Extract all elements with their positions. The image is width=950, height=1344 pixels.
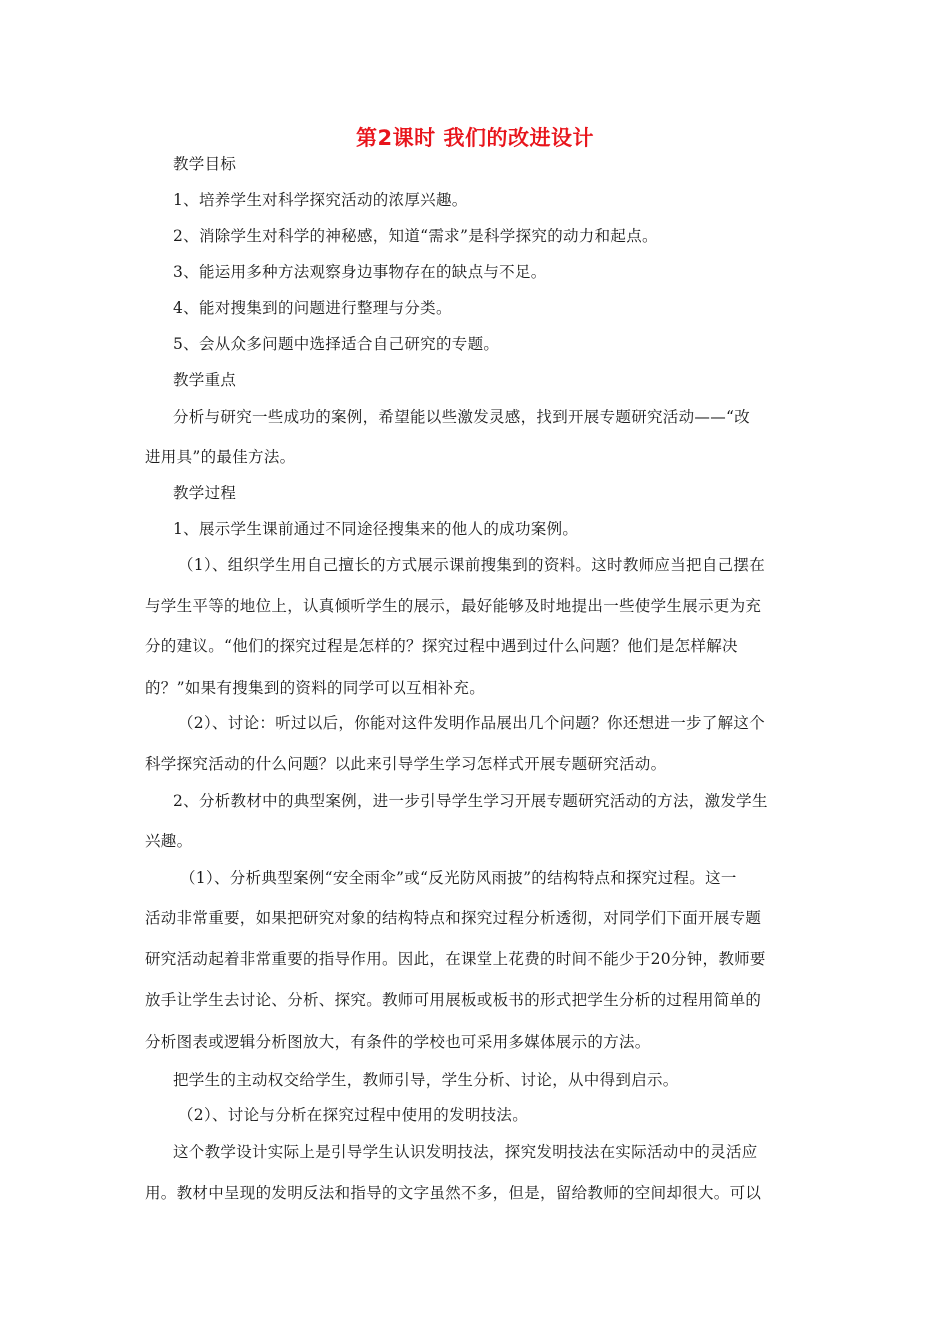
heading-key-points: 教学重点	[173, 371, 237, 389]
paragraph-line: （2）、讨论：听过以后，你能对这件发明作品展出几个问题？你还想进一步了解这个	[178, 714, 766, 732]
paragraph-line: 兴趣。	[145, 832, 193, 850]
heading-objectives: 教学目标	[173, 155, 237, 173]
page-title: 第2课时 我们的改进设计	[356, 126, 594, 150]
heading-process: 教学过程	[173, 484, 237, 502]
paragraph-line: （1）、组织学生用自己擅长的方式展示课前搜集到的资料。这时教师应当把自己摆在	[178, 556, 766, 574]
paragraph-line: 5、会从众多问题中选择适合自己研究的专题。	[173, 335, 500, 353]
paragraph-line: 活动非常重要，如果把研究对象的结构特点和探究过程分析透彻，对同学们下面开展专题	[145, 909, 762, 927]
paragraph-line: 分析与研究一些成功的案例，希望能以些激发灵感，找到开展专题研究活动——“改	[173, 408, 751, 426]
paragraph-line: 放手让学生去讨论、分析、探究。教师可用展板或板书的形式把学生分析的过程用简单的	[145, 991, 762, 1009]
paragraph-line: 的？”如果有搜集到的资料的同学可以互相补充。	[145, 679, 486, 697]
paragraph-line: 1、培养学生对科学探究活动的浓厚兴趣。	[173, 191, 468, 209]
paragraph-line: 用。教材中呈现的发明反法和指导的文字虽然不多，但是，留给教师的空间却很大。可以	[145, 1184, 762, 1202]
paragraph-line: 3、能运用多种方法观察身边事物存在的缺点与不足。	[173, 263, 547, 281]
paragraph-line: 研究活动起着非常重要的指导作用。因此，在课堂上花费的时间不能少于20分钟，教师要	[145, 950, 766, 968]
paragraph-line: 这个教学设计实际上是引导学生认识发明技法，探究发明技法在实际活动中的灵活应	[173, 1143, 758, 1161]
paragraph-line: 把学生的主动权交给学生，教师引导，学生分析、讨论，从中得到启示。	[173, 1071, 679, 1089]
paragraph-line: 分的建议。“他们的探究过程是怎样的？探究过程中遇到过什么问题？他们是怎样解决	[145, 637, 738, 655]
paragraph-line: 科学探究活动的什么问题？以此来引导学生学习怎样式开展专题研究活动。	[145, 755, 667, 773]
paragraph-line: （1）、分析典型案例“安全雨伞”或“反光防风雨披”的结构特点和探究过程。这一	[180, 869, 737, 887]
paragraph-line: （2）、讨论与分析在探究过程中使用的发明技法。	[178, 1106, 529, 1124]
paragraph-line: 2、消除学生对科学的神秘感，知道“需求”是科学探究的动力和起点。	[173, 227, 658, 245]
paragraph-line: 4、能对搜集到的问题进行整理与分类。	[173, 299, 452, 317]
paragraph-line: 与学生平等的地位上，认真倾听学生的展示，最好能够及时地提出一些使学生展示更为充	[145, 597, 762, 615]
paragraph-line: 1、展示学生课前通过不同途径搜集来的他人的成功案例。	[173, 520, 579, 538]
paragraph-line: 进用具”的最佳方法。	[145, 448, 296, 466]
paragraph-line: 2、分析教材中的典型案例，进一步引导学生学习开展专题研究活动的方法，激发学生	[173, 792, 768, 810]
paragraph-line: 分析图表或逻辑分析图放大，有条件的学校也可采用多媒体展示的方法。	[145, 1033, 651, 1051]
